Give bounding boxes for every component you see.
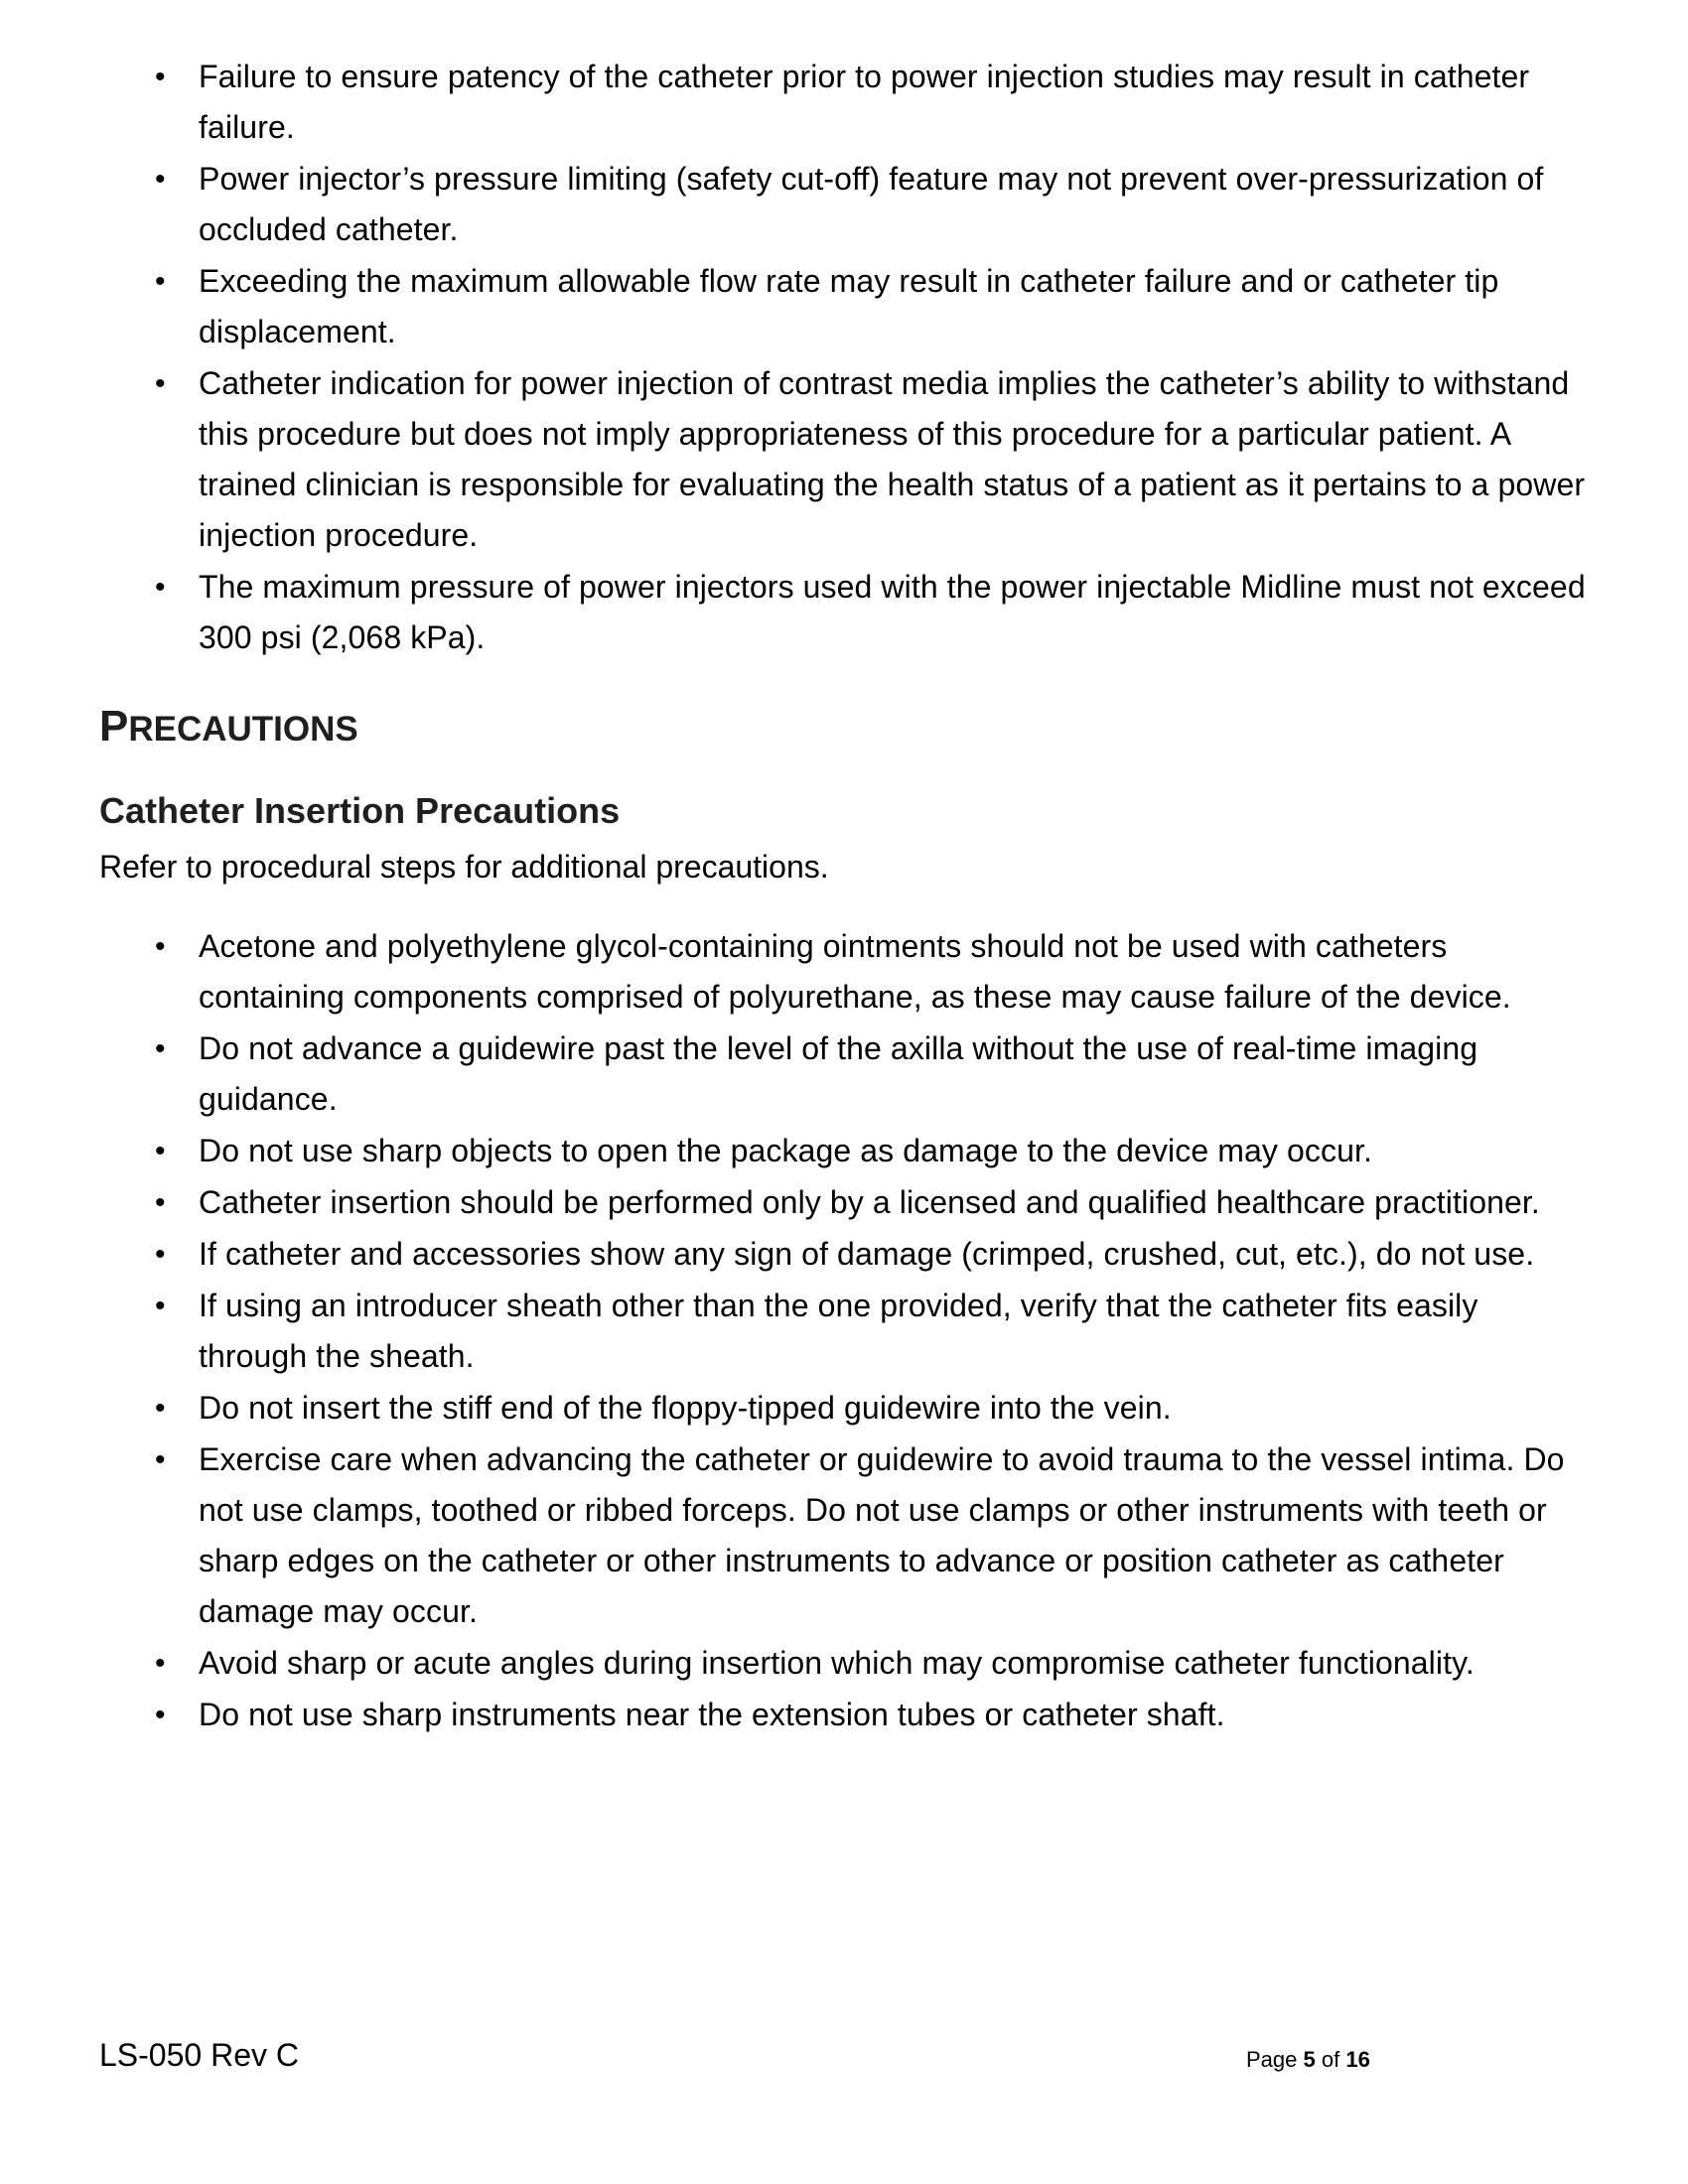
- list-item: [149, 1434, 1589, 1637]
- bullet: •: [155, 1699, 166, 1731]
- list-item: [149, 1229, 1589, 1280]
- page-current: 5: [1303, 2047, 1316, 2072]
- list-item-text: Catheter indication for power injection of contrast media implies the catheter’s ability to withstand this procedure but does not imply appropriateness of this procedure for a particular patient. A trained clinician is responsible for evaluating the health status of a patient as it pertains to a power injection procedure.: [199, 365, 1586, 553]
- heading-rest: RECAUTIONS: [128, 710, 358, 749]
- list-item-text: Do not advance a guidewire past the level of the axilla without the use of real-time imaging guidance.: [199, 1030, 1478, 1117]
- bullet: •: [155, 571, 166, 604]
- list-item: [149, 1690, 1589, 1740]
- bullet: •: [155, 1032, 166, 1065]
- list-item-text: Do not insert the stiff end of the floppy-tipped guidewire into the vein.: [199, 1390, 1172, 1426]
- bullet: •: [155, 1647, 166, 1680]
- list-item-text: Failure to ensure patency of the catheter prior to power injection studies may result in catheter failure.: [199, 59, 1530, 145]
- section-heading-precautions: [99, 701, 358, 755]
- list-item: [149, 1126, 1589, 1176]
- bullet: •: [155, 1238, 166, 1271]
- bullet: •: [155, 1186, 166, 1219]
- list-item: [149, 921, 1589, 1023]
- bullet: •: [155, 163, 166, 196]
- list-item: [149, 1281, 1589, 1382]
- of-word: of: [1321, 2047, 1340, 2072]
- bullet: •: [155, 1392, 166, 1425]
- bullet: •: [155, 1290, 166, 1322]
- list-item-text: Power injector’s pressure limiting (safety cut-off) feature may not prevent over-pressurization of occluded catheter.: [199, 161, 1544, 247]
- list-item-text: The maximum pressure of power injectors used with the power injectable Midline must not exceed 300 psi (2,068 kPa).: [199, 569, 1586, 655]
- heading-initial: P: [99, 702, 129, 751]
- list-item-text: Exceeding the maximum allowable flow rate may result in catheter failure and or catheter tip displacement.: [199, 263, 1499, 349]
- list-item: [149, 52, 1589, 153]
- list-item: [149, 256, 1589, 357]
- bullet: •: [155, 367, 166, 400]
- bullet: •: [155, 930, 166, 963]
- list-item-text: If using an introducer sheath other than the one provided, verify that the catheter fits easily through the sheath.: [199, 1288, 1478, 1374]
- list-item-text: Acetone and polyethylene glycol-containing ointments should not be used with catheters containing components comprised of polyurethane, as these may cause failure of the device.: [199, 928, 1511, 1015]
- subsection-intro: Refer to procedural steps for additional precautions.: [99, 849, 829, 885]
- list-item: [149, 358, 1589, 561]
- page-total: 16: [1345, 2047, 1370, 2072]
- list-item-text: Do not use sharp instruments near the extension tubes or catheter shaft.: [199, 1697, 1225, 1732]
- list-item: [149, 562, 1589, 663]
- page-word: Page: [1246, 2047, 1298, 2072]
- list-item: [149, 154, 1589, 255]
- list-item: [149, 1383, 1589, 1433]
- precautions-list: [149, 921, 1589, 1740]
- subsection-heading: Catheter Insertion Precautions: [99, 790, 621, 831]
- bullet: •: [155, 1135, 166, 1167]
- list-item-text: If catheter and accessories show any sign of damage (crimped, crushed, cut, etc.), do not use.: [199, 1236, 1535, 1272]
- bullet: •: [155, 1443, 166, 1476]
- list-item: [149, 1638, 1589, 1689]
- list-item: [149, 1177, 1589, 1228]
- list-item-text: Exercise care when advancing the catheter or guidewire to avoid trauma to the vessel intima. Do not use clamps, toothed or ribbed forceps. Do not use clamps or other instruments with teeth or sharp edges on the catheter or other instruments to advance or position catheter as catheter damage may occur.: [199, 1441, 1565, 1629]
- list-item-text: Catheter insertion should be performed only by a licensed and qualified healthcare practitioner.: [199, 1184, 1540, 1220]
- document-id: LS-050 Rev C: [99, 2037, 299, 2073]
- bullet: •: [155, 61, 166, 93]
- bullet: •: [155, 265, 166, 298]
- list-item: [149, 1024, 1589, 1125]
- list-item-text: Avoid sharp or acute angles during insertion which may compromise catheter functionality.: [199, 1645, 1475, 1681]
- list-item-text: Do not use sharp objects to open the package as damage to the device may occur.: [199, 1133, 1372, 1168]
- page-number: [1246, 2045, 1370, 2075]
- warnings-list: [149, 52, 1589, 663]
